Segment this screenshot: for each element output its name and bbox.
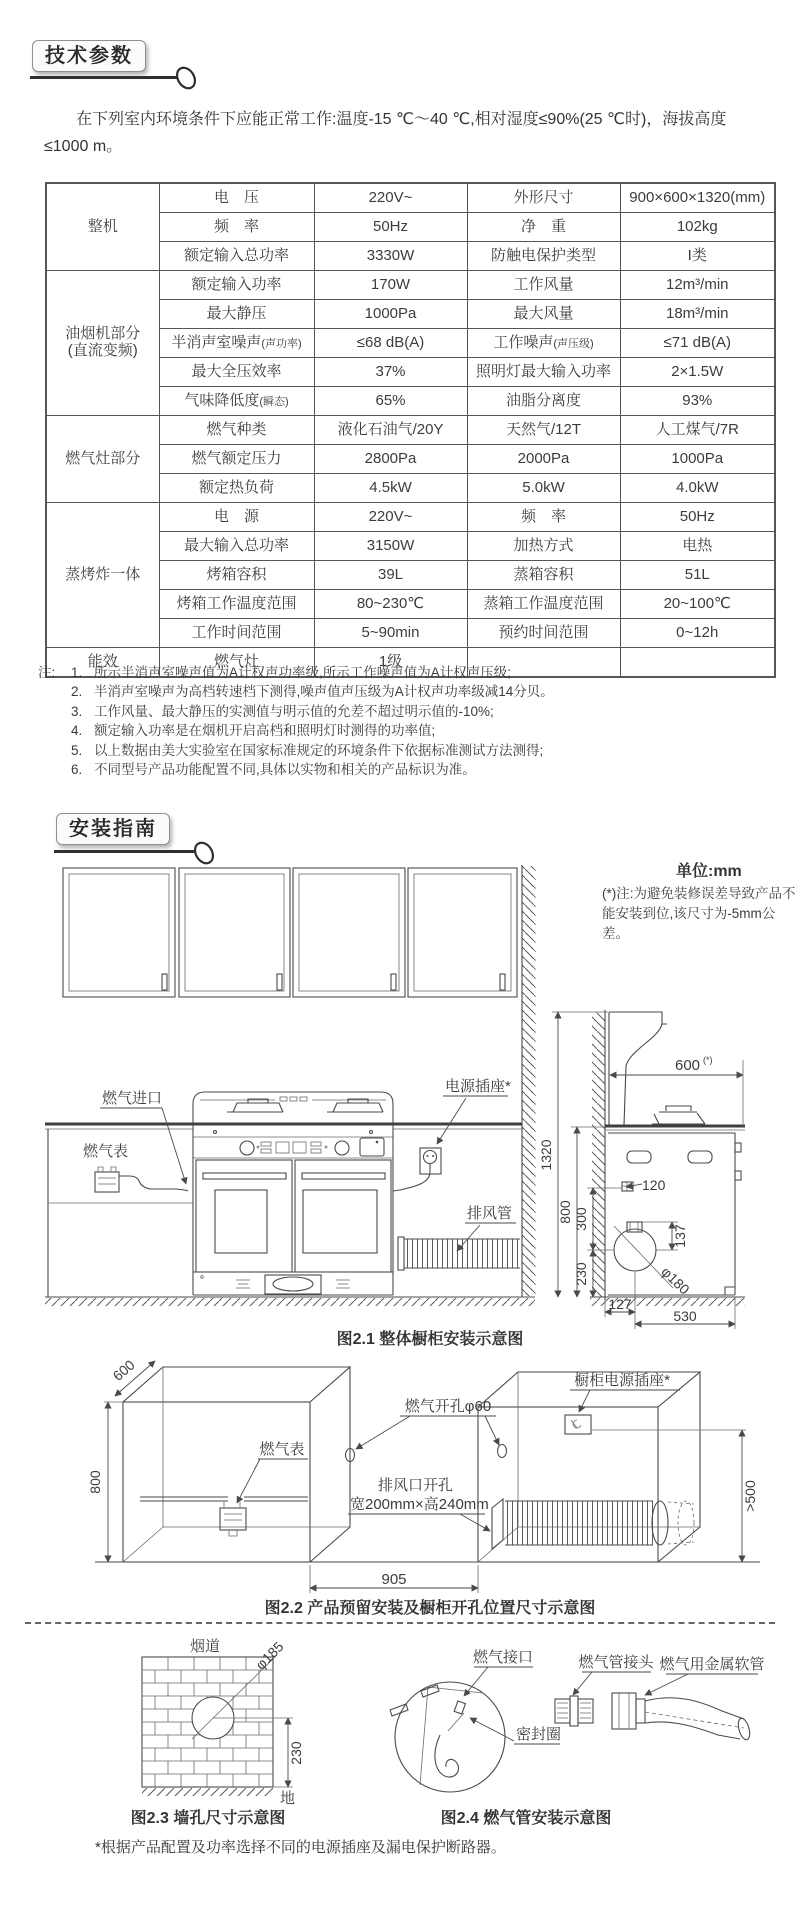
wall-drawing [522, 865, 536, 1297]
spec-cell [314, 445, 467, 474]
note-number: 3. [71, 703, 83, 719]
spec-cell [159, 445, 314, 474]
fig22-dim-800: 800 [87, 1470, 103, 1494]
cell-text: 工作噪声 [493, 333, 554, 351]
note-text: 额定输入功率是在烟机开启高档和照明灯时测得的功率值; [94, 723, 436, 739]
fig21-cabinet-install-diagram [30, 860, 800, 1360]
cell-small-text: (声压级) [553, 337, 594, 350]
cell-text: 1000Pa [364, 304, 417, 322]
cell-text: 20~100℃ [663, 594, 731, 612]
cell-text: 4.5kW [369, 478, 412, 496]
fig22-caption: 图2.2 产品预留安装及橱柜开孔位置尺寸示意图 [264, 1600, 596, 1617]
spec-cell [314, 300, 467, 329]
fig22-label-gas-hole: 燃气开孔φ60 [404, 1398, 492, 1415]
note-text: 以上数据由美大实验室在国家标准规定的环境条件下依据标准测试方法测得; [94, 742, 544, 758]
note-number: 2. [71, 684, 83, 700]
gas-meter-drawing [95, 1167, 188, 1192]
spec-cell [620, 183, 775, 213]
spec-cell [314, 183, 467, 213]
fig21-dim-1320: 1320 [538, 1139, 554, 1171]
fig23-dim-230: 230 [288, 1741, 304, 1765]
cell-text: 5.0kW [522, 478, 565, 496]
spec-cell [467, 619, 620, 648]
spec-cell [620, 648, 775, 678]
spec-category [46, 271, 159, 416]
spec-cell [314, 358, 467, 387]
note-line [38, 721, 554, 740]
fig23-dimensions [189, 1638, 304, 1807]
spec-cell [314, 619, 467, 648]
fig21-front-labels [83, 1077, 516, 1251]
fig22-dim-600: 600 [109, 1356, 138, 1384]
spec-cell [314, 213, 467, 242]
fig21-dim-127: 127 [608, 1296, 632, 1312]
spec-cell [620, 503, 775, 532]
spec-cell [620, 561, 775, 590]
socket-selection-footnote: *根据产品配置及功率选择不同的电源插座及漏电保护断路器。 [95, 1839, 506, 1856]
cell-text: 2×1.5W [671, 362, 724, 380]
cell-text: 0~12h [676, 623, 719, 641]
fig24-labels [464, 1649, 765, 1744]
spec-cell [159, 183, 314, 213]
fig21-label-power-socket: 电源插座* [445, 1078, 511, 1095]
ground-line [45, 1297, 535, 1306]
fig21-dim-300: 300 [573, 1207, 589, 1231]
cell-text: 最大全压效率 [191, 362, 282, 380]
cell-text: 人工煤气/7R [655, 420, 739, 438]
fig23-label-flue: 烟道 [189, 1638, 221, 1655]
cell-text: ≤71 dB(A) [663, 333, 731, 351]
cell-text: 额定输入功率 [191, 275, 282, 293]
spec-cell [467, 503, 620, 532]
spec-cell [467, 445, 620, 474]
cell-text: 频 率 [520, 507, 566, 525]
spec-cell [159, 329, 314, 358]
cell-text: 蒸箱工作温度范围 [483, 594, 604, 612]
spec-cell [159, 532, 314, 561]
spec-cell [159, 619, 314, 648]
cell-text: 51L [684, 565, 710, 583]
cell-text: 燃气灶 [213, 652, 259, 670]
spec-category [46, 503, 159, 648]
fig22-dim-905: 905 [381, 1571, 407, 1588]
spec-cell [620, 300, 775, 329]
cell-text: 93% [682, 391, 713, 409]
cell-text: 1000Pa [671, 449, 724, 467]
spec-cell [467, 213, 620, 242]
cell-text: 12m³/min [665, 275, 729, 293]
cell-text: 烤箱工作温度范围 [176, 594, 297, 612]
fig21-dim-800: 800 [557, 1200, 573, 1224]
cell-text: 防触电保护类型 [490, 246, 596, 264]
category-label: 蒸烤炸一体 [65, 565, 141, 583]
cell-text: 18m³/min [665, 304, 729, 322]
cell-text: 220V~ [368, 188, 413, 206]
metal-hose-drawing [612, 1693, 752, 1741]
cell-text: 工作时间范围 [191, 623, 282, 641]
spec-cell [620, 619, 775, 648]
spec-cell [620, 242, 775, 271]
cell-text: 3330W [366, 246, 415, 264]
cell-text: 净 重 [520, 217, 566, 235]
spec-cell [467, 532, 620, 561]
note-number: 4. [71, 723, 83, 739]
cell-text: 加热方式 [513, 536, 574, 554]
spec-cell [467, 561, 620, 590]
spec-cell [159, 416, 314, 445]
spec-cell [159, 271, 314, 300]
cell-text: 1级 [378, 652, 403, 670]
section-title-tech-params [32, 40, 146, 72]
spec-cell [467, 590, 620, 619]
spacer [38, 741, 71, 760]
spec-cell [159, 503, 314, 532]
spec-cell [620, 358, 775, 387]
spec-cell [314, 474, 467, 503]
fig21-dim-230: 230 [573, 1262, 589, 1286]
spec-cell [467, 358, 620, 387]
fig23-caption: 图2.3 墙孔尺寸示意图 [130, 1810, 286, 1827]
cell-text: 频 率 [213, 217, 259, 235]
spec-cell [314, 329, 467, 358]
cell-text: 额定输入总功率 [183, 246, 289, 264]
spec-cell [314, 416, 467, 445]
cell-text: 电 源 [213, 507, 259, 525]
note-text: 工作风量、最大静压的实测值与明示值的允差不超过明示值的-10%; [94, 703, 494, 719]
notes-prefix: 注: [38, 665, 56, 680]
cell-text: 油脂分离度 [505, 391, 581, 409]
tolerance-note: (*)注:为避免装修误差导致产品不能安装到位,该尺寸为-5mm公差。 [602, 886, 796, 941]
power-socket-drawing [393, 1148, 441, 1191]
spec-cell [314, 271, 467, 300]
cell-text: 37% [375, 362, 406, 380]
note-line [38, 663, 554, 682]
fig22-label-cabinet-socket: 橱柜电源插座* [574, 1372, 670, 1389]
cell-text: 半消声室噪声 [171, 333, 262, 351]
fig21-dim-600-note: (*) [703, 1055, 713, 1065]
operating-conditions-text: 在下列室内环境条件下应能正常工作:温度-15 ℃～40 ℃,相对湿度≤90%(25 ℃时)，海拔高度≤1000 m。 [44, 111, 727, 155]
note-number: 5. [71, 742, 83, 758]
fig24-label-metal-hose: 燃气用金属软管 [659, 1656, 765, 1673]
spec-cell [159, 387, 314, 416]
cell-small-text: (声功率) [261, 337, 302, 350]
dashed-separator [25, 1622, 775, 1624]
exhaust-duct-drawing [398, 1237, 520, 1270]
appliance-side-view-drawing [590, 1010, 745, 1306]
cell-text: 额定热负荷 [198, 478, 274, 496]
cell-text: 照明灯最大输入功率 [475, 362, 611, 380]
title-balloon-icon [172, 62, 206, 92]
fig24-label-gas-port: 燃气接口 [472, 1649, 534, 1666]
cell-text: 燃气种类 [206, 420, 267, 438]
cell-text: 39L [377, 565, 404, 583]
cell-text: 电 压 [213, 188, 259, 206]
fig22-dim-gt500: >500 [742, 1480, 758, 1512]
cell-text: 电热 [682, 536, 713, 554]
cell-text: 天然气/12T [505, 420, 581, 438]
spec-cell [159, 358, 314, 387]
category-label: 燃气灶部分 [65, 449, 141, 467]
note-text: 不同型号产品功能配置不同,具体以实物和相关的产品标识为准。 [94, 762, 476, 778]
section-title-install-guide [56, 813, 170, 845]
unit-label: 单位:mm [676, 863, 742, 880]
fig21-caption: 图2.1 整体橱柜安装示意图 [336, 1331, 524, 1348]
spec-cell [620, 445, 775, 474]
fig22-label-vent-hole-2: 宽200mm×高240mm [350, 1496, 489, 1513]
cell-small-text: (瞬态) [259, 395, 289, 408]
cell-text: 蒸箱容积 [513, 565, 574, 583]
title-underline [54, 850, 196, 853]
cell-text: 5~90min [361, 623, 420, 641]
category-label: 油烟机部分 [65, 325, 141, 343]
spec-cell [159, 474, 314, 503]
spec-cell [467, 300, 620, 329]
fig22-labels [87, 1356, 758, 1593]
spec-cell [314, 242, 467, 271]
cell-text: 外形尺寸 [513, 188, 574, 206]
fig21-label-gas-inlet: 燃气进口 [102, 1090, 163, 1107]
cell-text: 最大静压 [206, 304, 267, 322]
cell-text: 最大输入总功率 [183, 536, 289, 554]
spec-cell [314, 590, 467, 619]
spec-cell [314, 532, 467, 561]
note-line [38, 682, 554, 701]
cell-text: 工作风量 [513, 275, 574, 293]
fig21-dim-530: 530 [673, 1308, 697, 1324]
cell-text: 液化石油气/20Y [337, 420, 444, 438]
cell-text: 50Hz [372, 217, 409, 235]
fig24-label-pipe-joint: 燃气管接头 [578, 1654, 654, 1671]
fig23-label-ground: 地 [280, 1790, 296, 1807]
fig21-dim-120: 120 [642, 1177, 666, 1193]
corrugated-hose-drawing [505, 1501, 694, 1545]
cell-text: 2800Pa [364, 449, 417, 467]
cell-text: 气味降低度 [184, 391, 260, 409]
spec-category [46, 416, 159, 503]
cell-text: 220V~ [368, 507, 413, 525]
fig21-dim-600: 600 [675, 1057, 701, 1074]
spec-cell [620, 213, 775, 242]
spacer [38, 721, 71, 740]
title-underline [30, 76, 178, 79]
spec-cell [159, 213, 314, 242]
cell-text: 4.0kW [675, 478, 719, 496]
note-number: 6. [71, 762, 83, 778]
cell-text: 102kg [676, 217, 718, 235]
fig21-label-exhaust-pipe: 排风管 [467, 1205, 513, 1222]
gas-port-detail-drawing [390, 1682, 505, 1792]
spec-cell [314, 387, 467, 416]
spec-cell [159, 242, 314, 271]
category-label: 整机 [87, 217, 118, 235]
spec-cell [314, 561, 467, 590]
appliance-front-drawing [193, 1092, 393, 1295]
note-line [38, 741, 554, 760]
spec-cell [314, 503, 467, 532]
spec-cell [620, 329, 775, 358]
spec-cell [159, 300, 314, 329]
cell-text: I类 [687, 246, 707, 264]
spec-cell [467, 329, 620, 358]
fig22-cutout-dimensions-diagram [30, 1350, 800, 1622]
section-title-text: 安装指南 [69, 818, 157, 840]
cell-text: 燃气额定压力 [191, 449, 282, 467]
cell-text: 80~230℃ [356, 594, 425, 612]
cell-text: 2000Pa [517, 449, 570, 467]
fig21-dimensions [538, 1012, 743, 1329]
spec-cell [620, 271, 775, 300]
cell-text: 最大风量 [513, 304, 574, 322]
spec-cell [159, 590, 314, 619]
category-label: 能效 [87, 652, 118, 670]
cell-text: 900×600×1320(mm) [629, 188, 766, 206]
cell-text: 烤箱容积 [206, 565, 267, 583]
cell-text: 170W [370, 275, 411, 293]
spec-cell [620, 387, 775, 416]
spec-cell [620, 532, 775, 561]
spec-cell [159, 561, 314, 590]
category-sublabel: (直流变频) [67, 342, 138, 359]
fig21-dim-137: 137 [672, 1224, 688, 1248]
cell-text: ≤68 dB(A) [356, 333, 425, 351]
spec-cell [467, 242, 620, 271]
spec-table [45, 182, 776, 678]
fig24-label-seal-ring: 密封圈 [516, 1726, 562, 1743]
fig22-label-vent-hole-1: 排风口开孔 [378, 1477, 454, 1494]
fig21-label-gas-meter: 燃气表 [83, 1143, 129, 1160]
wall-cabinets-drawing [63, 868, 517, 997]
spec-cell [467, 416, 620, 445]
fig23-dim-hole-dia: φ185 [252, 1638, 287, 1673]
spec-cell [620, 416, 775, 445]
spacer [38, 682, 71, 701]
fig24-gas-pipe-install-diagram [320, 1635, 790, 1850]
spacer [38, 702, 71, 721]
note-line [38, 702, 554, 721]
section-title-text: 技术参数 [45, 45, 133, 67]
left-cabinet-box-drawing [123, 1367, 350, 1562]
fig22-label-gas-meter: 燃气表 [259, 1441, 305, 1458]
table-notes [38, 663, 554, 779]
spec-cell [467, 387, 620, 416]
cell-text: 65% [375, 391, 406, 409]
spec-cell [620, 474, 775, 503]
cell-text: 50Hz [679, 507, 715, 525]
note-number: 1. [71, 665, 83, 680]
spec-cell [620, 590, 775, 619]
pipe-joint-drawing [555, 1696, 593, 1726]
note-text: 半消声室噪声为高档转速档下测得,噪声值声压级为A计权声功率级减14分贝。 [94, 684, 554, 700]
note-text: 所示半消声室噪声值为A计权声功率级,所示工作噪声值为A计权声压级; [94, 665, 512, 680]
spec-cell [467, 474, 620, 503]
spec-category [46, 183, 159, 271]
fig24-caption: 图2.4 燃气管安装示意图 [440, 1810, 612, 1827]
spacer [38, 760, 71, 779]
fig21-dim-hole-dia: φ180 [658, 1263, 693, 1298]
cell-text: 预约时间范围 [498, 623, 589, 641]
note-line [38, 760, 554, 779]
cell-text: 3150W [366, 536, 415, 554]
spec-cell [467, 183, 620, 213]
spec-cell [467, 271, 620, 300]
